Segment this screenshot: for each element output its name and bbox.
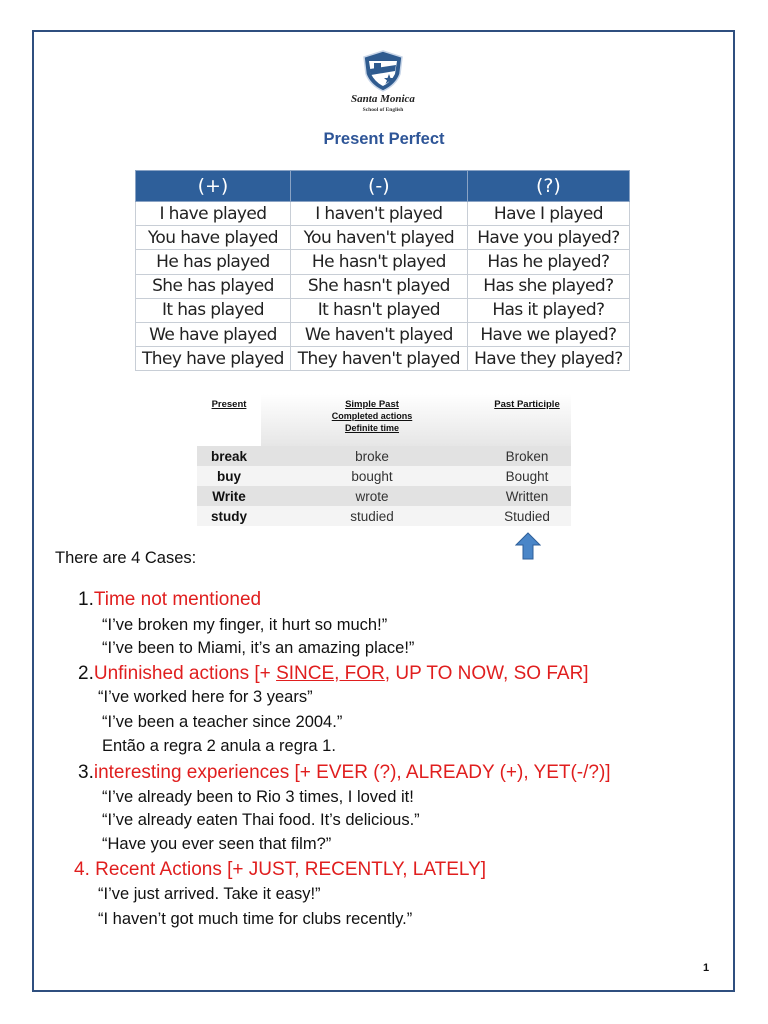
table-cell: studied [261,506,483,526]
header-question: (?) [467,171,629,202]
table-cell: He hasn't played [290,250,467,274]
table-cell: study [197,506,261,526]
header-simple-past [261,394,483,446]
table-cell: I have played [136,202,291,226]
verb-forms-table [197,394,571,526]
case-2-note: Então a regra 2 anula a regra 1. [102,737,336,755]
table-cell: It hasn't played [290,298,467,322]
header-simple-past-label: Simple Past [345,399,399,410]
logo-tagline: School of English [362,107,404,113]
table-cell: buy [197,466,261,486]
table-row [136,274,630,298]
case-1-example-1: “I’ve broken my finger, it hurt so much!” [102,616,388,634]
case-2-example-2: “I’ve been a teacher since 2004.” [102,713,343,731]
table-row [136,202,630,226]
table-cell: Have we played? [467,322,629,346]
table-cell: wrote [261,486,483,506]
case-2-title: Unfinished actions [+ [93,663,277,684]
table-cell: break [197,446,261,466]
table-cell: broke [261,446,483,466]
table-cell: Bought [483,466,571,486]
case-3-heading [78,762,611,784]
header-negative: (-) [290,171,467,202]
table-row [197,466,571,486]
case-2-heading [78,663,589,685]
case-2-number: 2. [78,663,94,684]
table-cell: Have I played [467,202,629,226]
case-1-heading [78,589,261,611]
table-row [136,226,630,250]
case-4-example-2: “I haven’t got much time for clubs recently.” [98,910,413,928]
table-row [197,506,571,526]
shield-icon [361,50,405,92]
table-cell: Broken [483,446,571,466]
case-2-rest: , UP TO NOW, SO FAR] [384,663,589,684]
table-row [136,250,630,274]
up-arrow-icon [515,532,541,560]
case-1-example-2: “I’ve been to Miami, it’s an amazing place!” [102,639,415,657]
conjugation-table [135,170,630,371]
table-cell: He has played [136,250,291,274]
table-cell: bought [261,466,483,486]
header-past-participle: Past Participle [483,394,571,446]
table-cell: Have you played? [467,226,629,250]
table-row [136,322,630,346]
header-affirmative: (+) [136,171,291,202]
table-cell: They haven't played [290,347,467,371]
table-cell: You haven't played [290,226,467,250]
case-1-number: 1. [78,589,94,610]
school-logo [343,50,423,116]
header-sub-completed: Completed actions [331,411,413,421]
header-present: Present [197,394,261,446]
table-row [136,298,630,322]
page-title: Present Perfect [323,130,445,148]
table-cell: Studied [483,506,571,526]
table-cell: Has she played? [467,274,629,298]
table-cell: I haven't played [290,202,467,226]
table-cell: You have played [136,226,291,250]
case-1-title: Time not mentioned [93,589,262,610]
case-4-heading: 4. Recent Actions [+ JUST, RECENTLY, LATELY] [74,859,487,880]
table-cell: Write [197,486,261,506]
table-row [197,486,571,506]
case-4-example-1: “I’ve just arrived. Take it easy!” [98,885,321,903]
case-3-number: 3. [78,762,94,783]
table-cell: She has played [136,274,291,298]
case-2-underlined: SINCE, FOR [276,663,385,684]
case-3-example-2: “I’ve already eaten Thai food. It’s delicious.” [102,811,420,829]
logo-name: Santa Monica [351,93,415,105]
header-sub-definite: Definite time [344,423,399,433]
page-number: 1 [703,962,710,974]
table-cell: They have played [136,347,291,371]
cases-intro: There are 4 Cases: [55,549,197,567]
case-3-title: interesting experiences [+ EVER (?), ALREADY (+), YET(-/?)] [93,762,611,783]
table-cell: We haven't played [290,322,467,346]
case-3-example-1: “I’ve already been to Rio 3 times, I loved it! [102,788,414,806]
table-cell: She hasn't played [290,274,467,298]
table-cell: Has it played? [467,298,629,322]
table-cell: We have played [136,322,291,346]
case-3-example-3: “Have you ever seen that film?” [102,835,332,853]
table-cell: Have they played? [467,347,629,371]
table-cell: Has he played? [467,250,629,274]
table-row [197,446,571,466]
table-cell: Written [483,486,571,506]
case-2-example-1: “I’ve worked here for 3 years” [98,688,313,706]
table-cell: It has played [136,298,291,322]
table-row [136,347,630,371]
